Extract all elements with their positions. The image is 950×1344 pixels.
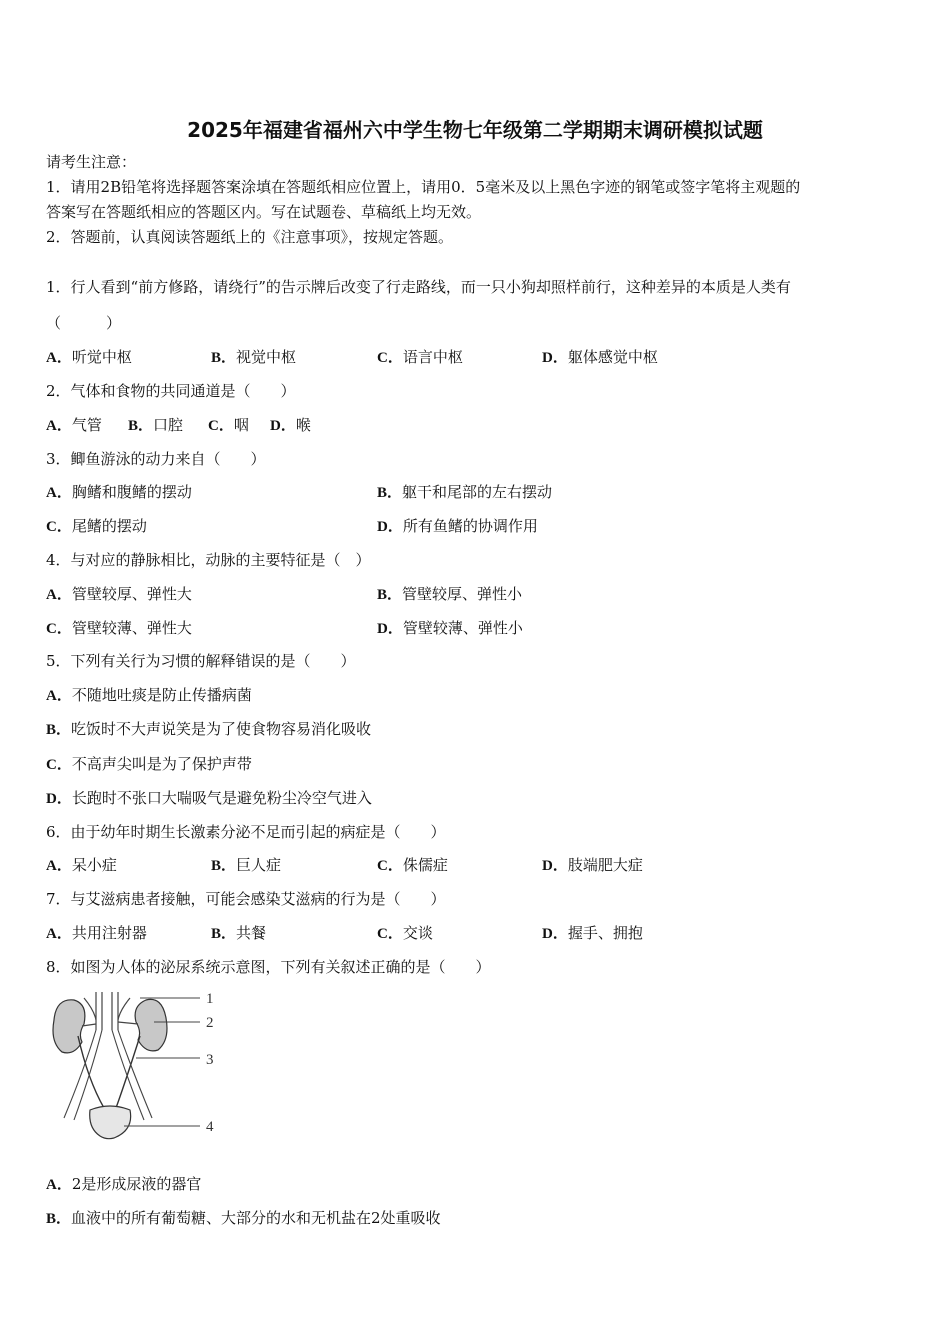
question-5-option-b[interactable]: B．吃饭时不大声说笑是为了使食物容易消化吸收 <box>46 720 372 738</box>
question-7-option-b[interactable]: B．共餐 <box>211 924 267 942</box>
question-1-option-b[interactable]: B．视觉中枢 <box>211 348 297 366</box>
notice-line-2: 2．答题前，认真阅读答题纸上的《注意事项》，按规定答题。 <box>46 228 454 246</box>
question-1-option-d[interactable]: D．躯体感觉中枢 <box>542 348 658 366</box>
question-6-option-a[interactable]: A．呆小症 <box>46 856 117 874</box>
question-6-stem: 6．由于幼年时期生长激素分泌不足而引起的病症是（ ） <box>46 823 446 841</box>
question-2-option-c[interactable]: C．咽 <box>208 416 249 434</box>
question-3-option-a[interactable]: A．胸鳍和腹鳍的摆动 <box>46 483 192 501</box>
question-3-option-c[interactable]: C．尾鳍的摆动 <box>46 517 147 535</box>
question-6-option-d[interactable]: D．肢端肥大症 <box>542 856 643 874</box>
diagram-label-2: 2 <box>206 1015 214 1031</box>
urinary-system-diagram <box>44 990 234 1150</box>
question-5-option-a[interactable]: A．不随地吐痰是防止传播病菌 <box>46 686 252 704</box>
question-4-option-c[interactable]: C．管壁较薄、弹性大 <box>46 619 192 637</box>
question-7-option-a[interactable]: A．共用注射器 <box>46 924 147 942</box>
question-6-option-c[interactable]: C．侏儒症 <box>377 856 448 874</box>
question-4-option-d[interactable]: D．管壁较薄、弹性小 <box>377 619 523 637</box>
question-8-option-b[interactable]: B．血液中的所有葡萄糖、大部分的水和无机盐在2处重吸收 <box>46 1209 441 1227</box>
diagram-label-3: 3 <box>206 1052 214 1068</box>
question-7-option-c[interactable]: C．交谈 <box>377 924 433 942</box>
notice-line-1a: 1．请用2B铅笔将选择题答案涂填在答题纸相应位置上，请用0．5毫米及以上黑色字迹的钢笔或签字笔将主观题的 <box>46 178 801 196</box>
notice-heading: 请考生注意： <box>46 153 137 171</box>
question-2-option-b[interactable]: B．口腔 <box>128 416 184 434</box>
question-7-stem: 7．与艾滋病患者接触，可能会感染艾滋病的行为是（ ） <box>46 890 446 908</box>
question-2-option-d[interactable]: D．喉 <box>270 416 311 434</box>
question-1-blank: （ ） <box>46 314 122 332</box>
question-1-stem: 1．行人看到“前方修路，请绕行”的告示牌后改变了行走路线，而一只小狗却照样前行，这种差异的本质是人类有 <box>46 278 791 296</box>
question-3-option-b[interactable]: B．躯干和尾部的左右摆动 <box>377 483 553 501</box>
question-5-option-c[interactable]: C．不高声尖叫是为了保护声带 <box>46 755 252 773</box>
question-3-stem: 3．鲫鱼游泳的动力来自（ ） <box>46 450 266 468</box>
question-1-option-a[interactable]: A．听觉中枢 <box>46 348 132 366</box>
question-4-option-a[interactable]: A．管壁较厚、弹性大 <box>46 585 192 603</box>
question-8-stem: 8．如图为人体的泌尿系统示意图，下列有关叙述正确的是（ ） <box>46 958 491 976</box>
question-1-option-c[interactable]: C．语言中枢 <box>377 348 463 366</box>
diagram-label-4: 4 <box>206 1119 214 1135</box>
question-8-option-a[interactable]: A．2是形成尿液的器官 <box>46 1175 202 1193</box>
question-4-option-b[interactable]: B．管壁较厚、弹性小 <box>377 585 523 603</box>
diagram-label-1: 1 <box>206 991 214 1007</box>
question-6-option-b[interactable]: B．巨人症 <box>211 856 282 874</box>
notice-line-1b: 答案写在答题纸相应的答题区内。写在试题卷、草稿纸上均无效。 <box>46 203 482 221</box>
page-title: 2025年福建省福州六中学生物七年级第二学期期末调研模拟试题 <box>187 118 763 142</box>
question-2-stem: 2．气体和食物的共同通道是（ ） <box>46 382 296 400</box>
question-4-stem: 4．与对应的静脉相比，动脉的主要特征是（ ） <box>46 551 371 569</box>
question-2-option-a[interactable]: A．气管 <box>46 416 102 434</box>
question-7-option-d[interactable]: D．握手、拥抱 <box>542 924 643 942</box>
question-5-stem: 5．下列有关行为习惯的解释错误的是（ ） <box>46 652 356 670</box>
question-5-option-d[interactable]: D．长跑时不张口大喘吸气是避免粉尘冷空气进入 <box>46 789 372 807</box>
question-3-option-d[interactable]: D．所有鱼鳍的协调作用 <box>377 517 538 535</box>
